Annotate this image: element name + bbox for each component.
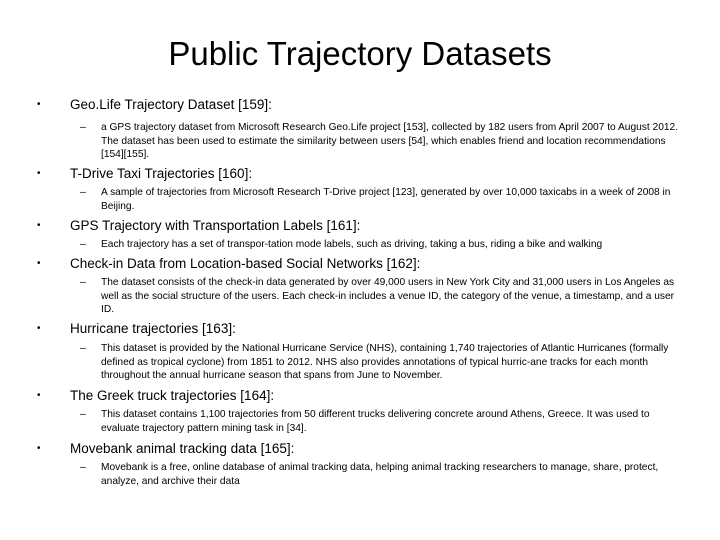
dash-icon: – — [80, 342, 86, 354]
bullet-icon: • — [37, 443, 41, 454]
bullet-icon: • — [37, 99, 41, 110]
dataset-description: The dataset consists of the check-in data generated by over 49,000 users in New York City and 31,000 users in Los Angeles as well as the social structure of the users. Each check-in includes a venue ID, the category of the venue, a timestamp, and a user ID. — [101, 277, 675, 316]
dataset-heading: T-Drive Taxi Trajectories [160]: — [70, 166, 253, 181]
dash-icon: – — [80, 276, 86, 288]
dataset-description: This dataset is provided by the National Hurricane Service (NHS), containing 1,740 trajectories of Atlantic Hurricanes (formally defined as tropical cyclone) from 1851 to 2012. NHS also provides annotations of typical hurric-ane tracks for each month throughout the annual hurricane season that spans from June to November. — [101, 343, 669, 382]
dataset-heading: GPS Trajectory with Transportation Labels [161]: — [70, 218, 361, 233]
bullet-icon: • — [37, 258, 41, 269]
dataset-description: Movebank is a free, online database of animal tracking data, helping animal tracking researchers to manage, share, protect, analyze, and archive their data — [101, 462, 659, 487]
dataset-description: Each trajectory has a set of transpor-tation mode labels, such as driving, taking a bus, riding a bike and walking — [101, 239, 603, 250]
dataset-description: This dataset contains 1,100 trajectories from 50 different trucks delivering concrete around Athens, Greece. It was used to evaluate trajectory pattern mining task in [34]. — [101, 409, 650, 434]
dash-icon: – — [80, 461, 86, 473]
dataset-heading: Hurricane trajectories [163]: — [70, 321, 236, 336]
dataset-heading: Geo.Life Trajectory Dataset [159]: — [70, 97, 272, 112]
bullet-icon: • — [37, 220, 41, 231]
dash-icon: – — [80, 121, 86, 133]
dataset-description: a GPS trajectory dataset from Microsoft Research Geo.Life project [153], collected by 182 users from April 2007 to August 2012. The dataset has been used to estimate the similarity between users [54], which enables friend and location recommendations [154][155]. — [101, 122, 679, 161]
dataset-heading: Check-in Data from Location-based Social Networks [162]: — [70, 256, 421, 271]
dataset-description: A sample of trajectories from Microsoft Research T-Drive project [123], generated by over 10,000 taxicabs in a week of 2008 in Beijing. — [101, 187, 671, 212]
slide-title: Public Trajectory Datasets — [168, 35, 552, 72]
dataset-heading: The Greek truck trajectories [164]: — [70, 388, 275, 403]
dataset-heading: Movebank animal tracking data [165]: — [70, 441, 295, 456]
bullet-icon: • — [37, 168, 41, 179]
dash-icon: – — [80, 186, 86, 198]
bullet-icon: • — [37, 390, 41, 401]
dash-icon: – — [80, 408, 86, 420]
dash-icon: – — [80, 238, 86, 250]
bullet-icon: • — [37, 323, 41, 334]
